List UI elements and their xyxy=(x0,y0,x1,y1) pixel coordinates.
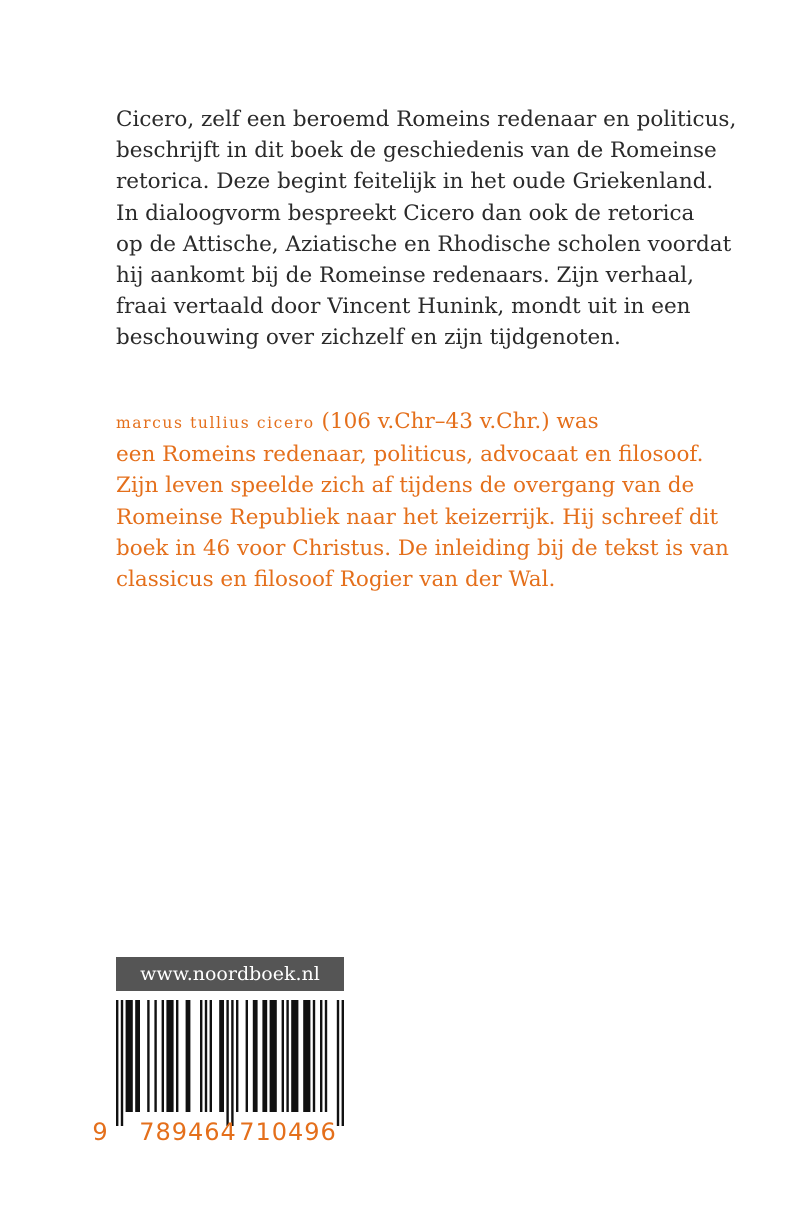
barcode-bar xyxy=(342,1000,344,1126)
blurb-line: fraai vertaald door Vincent Hunink, mondt uit in een xyxy=(116,294,691,320)
barcode-bar xyxy=(226,1000,228,1126)
blurb-line: beschrijft in dit boek de geschiedenis van de Romeinse xyxy=(116,138,717,164)
blurb-line: beschouwing over zichzelf en zijn tijdgenoten. xyxy=(116,325,621,351)
author-name: marcus tullius cicero xyxy=(116,414,315,432)
blurb-line: op de Attische, Aziatische en Rhodische scholen voordat xyxy=(116,231,732,257)
barcode-bar xyxy=(210,1000,212,1112)
barcode-bar xyxy=(205,1000,207,1112)
website-bar xyxy=(116,957,344,991)
barcode-bar xyxy=(286,1000,288,1112)
author-bio-line: een Romeins redenaar, politicus, advocaat en filosoof. xyxy=(116,442,704,468)
barcode-bar xyxy=(135,1000,140,1112)
blurb-line: In dialoogvorm bespreekt Cicero dan ook de retorica xyxy=(116,200,695,226)
barcode-bar xyxy=(200,1000,202,1112)
barcode-bar xyxy=(121,1000,123,1126)
barcode-bar xyxy=(186,1000,191,1112)
barcode-bar xyxy=(313,1000,315,1112)
barcode-bar xyxy=(303,1000,310,1112)
barcode-bar xyxy=(270,1000,277,1112)
author-bio-line: Romeinse Republiek naar het keizerrijk. Hij schreef dit xyxy=(116,504,719,530)
barcode-bar xyxy=(282,1000,284,1112)
barcode-bar xyxy=(236,1000,238,1112)
blurb-line: hij aankomt bij de Romeinse redenaars. Zijn verhaal, xyxy=(116,263,695,289)
barcode-bar xyxy=(176,1000,178,1112)
author-bio-line: boek in 46 voor Christus. De inleiding bij de tekst is van xyxy=(116,535,729,561)
book-blurb xyxy=(116,104,756,354)
barcode-bar xyxy=(325,1000,327,1112)
author-bio-line: Zijn leven speelde zich af tijdens de overgang van de xyxy=(116,473,695,499)
barcode-bar xyxy=(219,1000,224,1112)
barcode-digit-first: 9 xyxy=(92,1118,108,1146)
author-dates: (106 v.Chr–43 v.Chr.) was xyxy=(314,409,599,434)
barcode-bar xyxy=(154,1000,156,1112)
barcode-digits-left: 789464 xyxy=(139,1118,237,1146)
barcode-bar xyxy=(291,1000,298,1112)
website-url: www.noordboek.nl xyxy=(140,963,320,985)
barcode-bar xyxy=(320,1000,322,1112)
barcode-bar xyxy=(231,1000,233,1126)
barcode-bar xyxy=(166,1000,173,1112)
barcode-bar xyxy=(253,1000,258,1112)
author-bio-line xyxy=(116,406,756,439)
barcode-bar xyxy=(147,1000,149,1112)
author-bio-line: classicus en filosoof Rogier van der Wal. xyxy=(116,567,556,593)
barcode-bar xyxy=(262,1000,267,1112)
blurb-line: Cicero, zelf een beroemd Romeins redenaar en politicus, xyxy=(116,107,737,132)
barcode-bar xyxy=(116,1000,118,1126)
barcode-bar xyxy=(162,1000,164,1112)
author-bio xyxy=(116,406,756,595)
blurb-line: retorica. Deze begint feitelijk in het oude Griekenland. xyxy=(116,169,714,195)
barcode-digits-right: 710496 xyxy=(239,1118,337,1146)
isbn-barcode xyxy=(92,1000,344,1146)
barcode-bar xyxy=(246,1000,248,1112)
barcode-bar xyxy=(126,1000,133,1112)
barcode-graphic xyxy=(92,1000,344,1146)
barcode-bars xyxy=(116,1000,344,1126)
barcode-bar xyxy=(337,1000,339,1126)
